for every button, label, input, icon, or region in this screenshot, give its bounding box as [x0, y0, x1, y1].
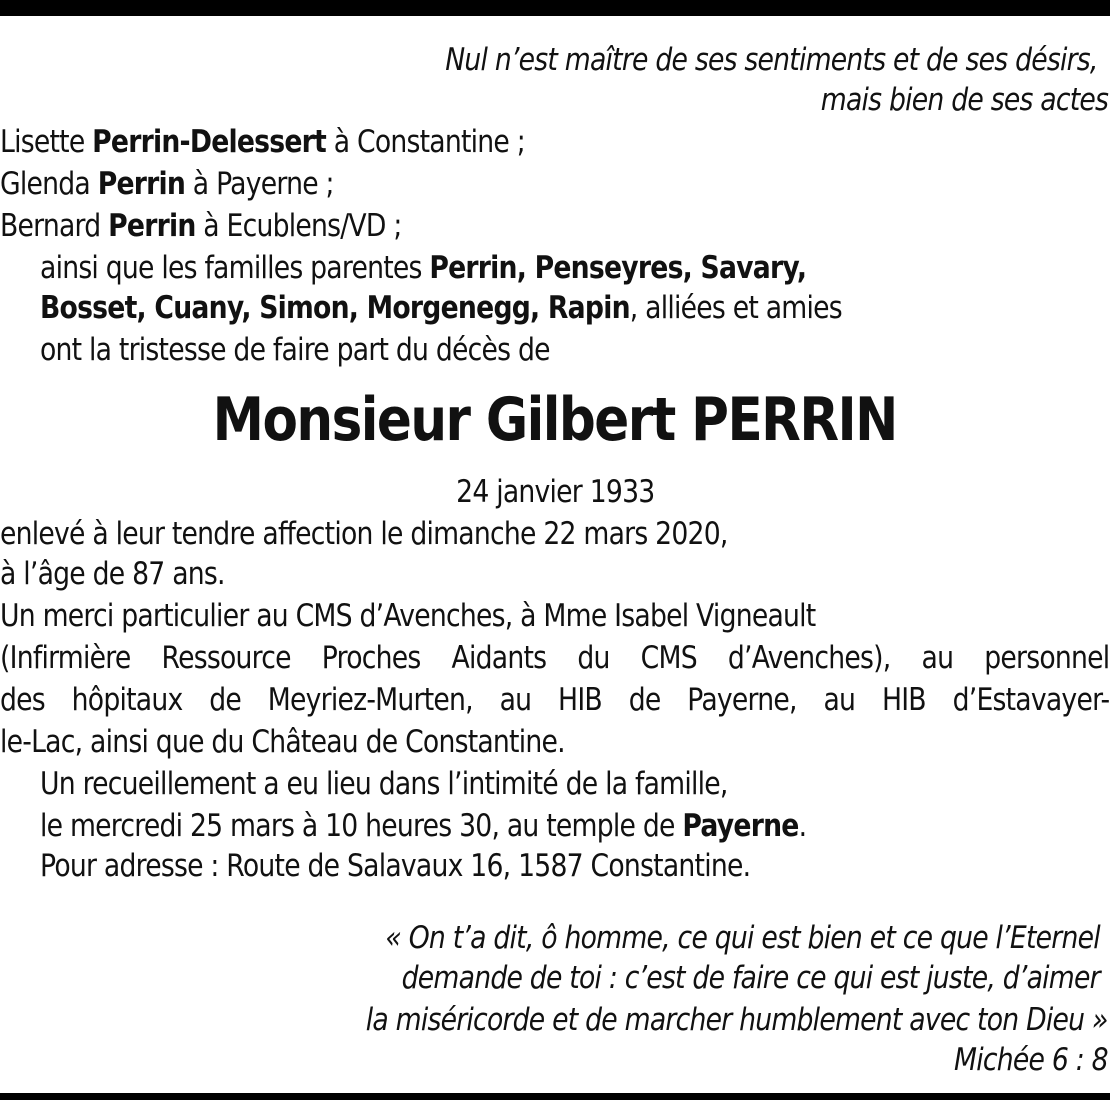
thanks-line-3: des hôpitaux de Meyriez-Murten, au HIB de Payerne, au HIB d’Estavayer-	[0, 682, 1110, 718]
family-member-first-name: Glenda	[0, 166, 90, 202]
families-suffix: , alliées et amies	[629, 290, 842, 326]
family-member-1	[0, 122, 525, 162]
family-member-location: à Payerne ;	[185, 166, 334, 202]
ceremony-line-1: Un recueillement a eu lieu dans l’intimité de la famille,	[40, 766, 728, 802]
epigraph-line-1: Nul n’est maître de ses sentiments et de ses désirs,	[445, 42, 1098, 78]
verse-line-1: « On t’a dit, ô homme, ce qui est bien et ce que l’Eternel	[385, 920, 1100, 956]
family-member-first-name: Lisette	[0, 124, 85, 160]
ceremony-place: Payerne	[682, 808, 799, 844]
families-intro: ainsi que les familles parentes	[40, 250, 430, 286]
families-line-2	[40, 288, 842, 328]
families-names-1: Perrin, Penseyres, Savary,	[429, 250, 807, 286]
thanks-line-1: Un merci particulier au CMS d’Avenches, à Mme Isabel Vigneault	[0, 598, 816, 634]
epigraph-line-2: mais bien de ses actes	[820, 82, 1108, 118]
verse-line-3: la miséricorde et de marcher humblement avec ton Dieu »	[366, 1002, 1108, 1038]
thanks-line-2: (Infirmière Ressource Proches Aidants du CMS d’Avenches), au personnel	[0, 640, 1110, 676]
verse-reference: Michée 6 : 8	[954, 1042, 1108, 1078]
ceremony-period: .	[798, 808, 807, 844]
family-member-2	[0, 164, 334, 204]
family-member-first-name: Bernard	[0, 208, 101, 244]
verse-line-2: demande de toi : c’est de faire ce qui est juste, d’aimer	[401, 960, 1100, 996]
birth-date: 24 janvier 1933	[455, 474, 655, 510]
family-member-location: à Ecublens/VD ;	[195, 208, 402, 244]
death-line-1: enlevé à leur tendre affection le dimanche 22 mars 2020,	[0, 516, 728, 552]
family-member-3	[0, 206, 402, 246]
family-member-surname: Perrin-Delessert	[92, 124, 327, 160]
thanks-line-4: le-Lac, ainsi que du Château de Constantine.	[0, 724, 565, 760]
families-names-2: Bosset, Cuany, Simon, Morgenegg, Rapin	[40, 290, 630, 326]
families-line-1	[40, 248, 806, 288]
birth-date-line	[0, 472, 1110, 512]
deceased-name: Monsieur Gilbert PERRIN	[212, 385, 898, 455]
announcement-text: ont la tristesse de faire part du décès de	[40, 332, 550, 368]
deceased-name-heading	[0, 384, 1110, 456]
death-line-2: à l’âge de 87 ans.	[0, 556, 225, 592]
family-member-surname: Perrin	[97, 166, 186, 202]
ceremony-time: le mercredi 25 mars à 10 heures 30, au temple de	[40, 808, 683, 844]
ceremony-line-2	[40, 806, 806, 846]
bottom-border-rule	[0, 1093, 1110, 1100]
top-border-rule	[0, 0, 1110, 16]
family-member-location: à Constantine ;	[326, 124, 525, 160]
family-member-surname: Perrin	[108, 208, 196, 244]
address-line: Pour adresse : Route de Salavaux 16, 1587 Constantine.	[40, 848, 751, 884]
